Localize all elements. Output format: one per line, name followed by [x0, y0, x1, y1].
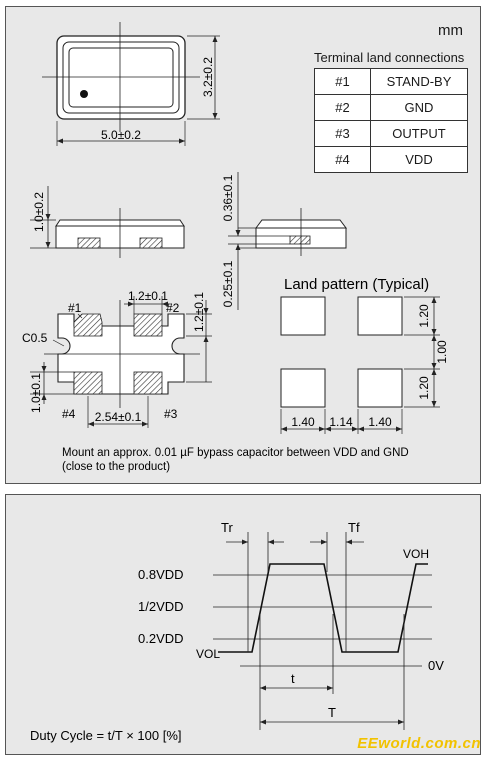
- pin-name-cell: STAND-BY: [371, 69, 468, 95]
- land-vdim-2: 1.00: [435, 340, 449, 364]
- end-dim-top: 0.36±0.1: [221, 174, 235, 222]
- chamfer-label: C0.5: [22, 331, 48, 345]
- tr-label: Tr: [221, 520, 233, 535]
- land-pattern-title: Land pattern (Typical): [284, 276, 430, 293]
- land-hdim-2: 1.14: [329, 415, 353, 429]
- pin-name-cell: VDD: [371, 147, 468, 173]
- pin-cell: #3: [315, 121, 371, 147]
- level-12-label: 1/2VDD: [138, 599, 184, 614]
- unit-label: mm: [438, 22, 463, 39]
- pin1-label: #1: [68, 301, 82, 315]
- land-vdim-1: 1.20: [417, 304, 431, 328]
- pin1-marker: [80, 90, 88, 98]
- top-width-dim: 5.0±0.2: [101, 128, 141, 142]
- zero-volt-label: 0V: [428, 658, 444, 673]
- bottom-view: [30, 296, 212, 428]
- pin-cell: #1: [315, 69, 371, 95]
- voh-label: VOH: [403, 547, 430, 561]
- top-height-dim: 3.2±0.2: [201, 57, 215, 97]
- pitch-dim: 2.54±0.1: [94, 410, 142, 424]
- land-pad: [358, 369, 402, 407]
- pin-cell: #4: [315, 147, 371, 173]
- pin-name-cell: OUTPUT: [371, 121, 468, 147]
- note-line-2: (close to the product): [62, 461, 171, 473]
- timing-diagram: [0, 494, 487, 760]
- pin-name-cell: GND: [371, 95, 468, 121]
- watermark-logo: EEworld.com.cn: [357, 735, 481, 752]
- pad-height-dim: 1.2±0.1: [192, 292, 206, 332]
- land-pad: [358, 297, 402, 335]
- pad-width-dim: 1.2±0.1: [128, 289, 168, 303]
- level-08-label: 0.8VDD: [138, 567, 184, 582]
- side-height-dim: 1.0±0.2: [32, 192, 46, 232]
- pin3-label: #3: [164, 407, 178, 421]
- land-vdim-3: 1.20: [417, 376, 431, 400]
- duty-cycle-formula: Duty Cycle = t/T × 100 [%]: [30, 728, 182, 743]
- land-hdim-1: 1.40: [291, 415, 315, 429]
- pin2-label: #2: [166, 301, 180, 315]
- pin4-label: #4: [62, 407, 76, 421]
- tf-label: Tf: [348, 520, 360, 535]
- land-pad: [281, 297, 325, 335]
- t-big-label: T: [328, 705, 336, 720]
- level-02-label: 0.2VDD: [138, 631, 184, 646]
- end-dim-bottom: 0.25±0.1: [221, 260, 235, 308]
- t-small-label: t: [291, 671, 295, 686]
- land-hdim-3: 1.40: [368, 415, 392, 429]
- land-pad: [281, 369, 325, 407]
- pad-height-dim-2: 1.0±0.1: [29, 373, 43, 413]
- note-line-1: Mount an approx. 0.01 µF bypass capacitor between VDD and GND: [62, 447, 409, 459]
- pin-cell: #2: [315, 95, 371, 121]
- terminal-table-title: Terminal land connections: [314, 50, 465, 65]
- side-view: [30, 186, 184, 258]
- vol-label: VOL: [196, 647, 221, 661]
